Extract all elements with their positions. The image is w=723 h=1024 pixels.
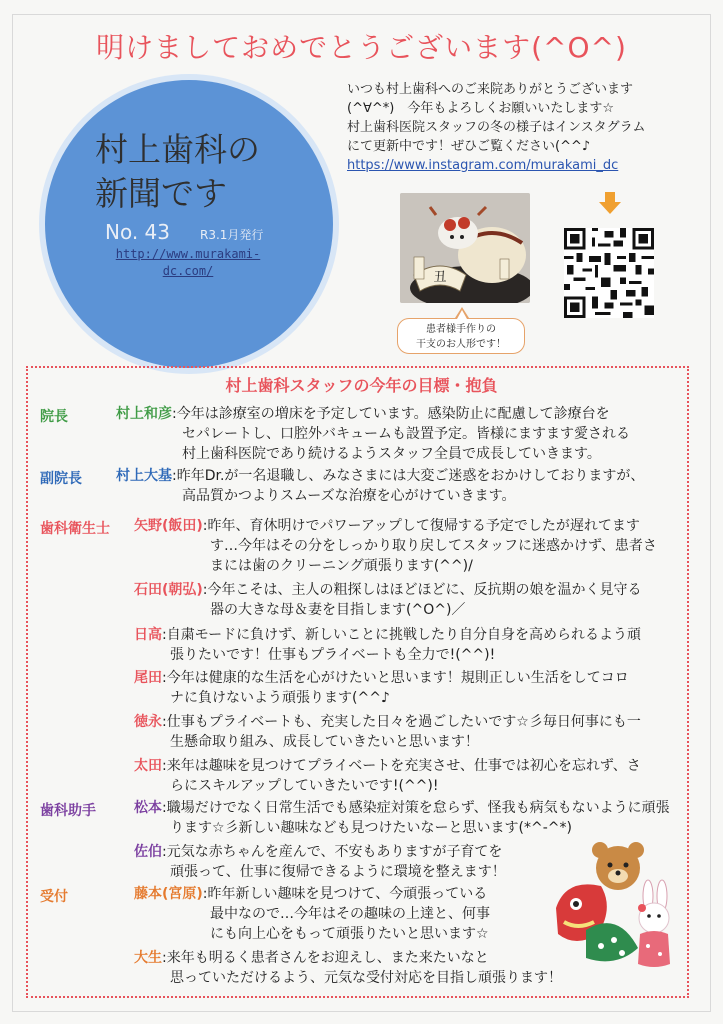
photo-caption-bubble [397,318,525,354]
staff-name: 石田(朝弘) [134,582,203,598]
intro-line: にて更新中です！ぜひご覧ください(^^♪ [347,139,591,154]
role-hygienist: 歯科衛生士 [40,521,110,537]
goal-text: す…今年はその分をしっかり取り戻してスタッフに迷惑かけず、患者さ [210,538,657,554]
staff-goal-entry: 尾田:今年は健康的な生活を心がけたいと思います！規則正しい生活をしてコロ ナに負けないよう頑張ります(^^♪ [134,670,629,706]
staff-goal-entry: 村上和彦:今年は診療室の増床を予定しています。感染防止に配慮して診療台を セパレートし、口腔外バキュームも設置予定。皆様にますます愛される 村上歯科医院であり続けるようスタッフ全員で成長していきます。 [116,406,630,462]
website-link[interactable] [113,246,263,280]
goal-text: 器の大きな母＆妻を目指します(^O^)／ [210,602,466,618]
staff-name: 矢野(飯田) [134,518,203,534]
badge-title-line1: 村上歯科の [95,130,260,169]
goal-text: 最中なので…今年はその趣味の上達と、何事 [210,906,490,922]
staff-name: 尾田 [134,670,162,686]
goal-text: 仕事もプライベートも、充実した日々を過ごしたいです☆彡毎日何事にも一 [166,714,641,730]
caption-line1: 患者様手作りの [426,324,496,335]
staff-goal-entry: 佐伯:元気な赤ちゃんを産んで、不安もありますが子育てを 頑張って、仕事に復帰できるように環境を整えます！ [134,844,506,880]
goal-text: 来年も明るく患者さんをお迎えし、また来たいなと [166,950,489,966]
staff-name: 日高 [134,627,162,643]
goal-text: 来年は趣味を見つけてプライベートを充実させ、仕事では初心を忘れず、さ [166,758,641,774]
bear-lion-dance-rabbit-illustration [546,838,686,978]
issue-number: No. 43 [105,220,171,244]
staff-name: 松本 [134,800,162,816]
caption-line2: 干支のお人形です！ [416,339,506,350]
intro-line: 村上歯科医院スタッフの冬の様子はインスタグラム [347,120,646,135]
website-url-line1[interactable]: http://www.murakami- [115,247,261,261]
caption-bubble-tail-inner [457,310,467,319]
badge-title [95,128,285,216]
ox-plaque-text: 丑 [433,270,447,285]
goal-text: 今年は健康的な生活を心がけたいと思います！規則正しい生活をしてコロ [166,670,629,686]
role-director: 院長 [40,409,68,425]
goal-text: にも向上心をもって頑張りたいと思います☆ [210,926,489,942]
staff-goal-entry: 大生:来年も明るく患者さんをお迎えし、また来たいなと 思っていただけるよう、元気な受付対応を目指し頑張ります！ [134,950,562,986]
instagram-link[interactable]: https://www.instagram.com/murakami_dc [347,158,619,173]
badge-title-line2: 新聞です [95,174,227,213]
arrow-down-icon [598,192,622,214]
goal-text: 張りたいです！仕事もプライベートも全力で!(^^)! [170,647,496,663]
goal-text: 今年は診療室の増床を予定しています。感染防止に配慮して診療台を [176,406,610,422]
goal-text: 生懸命取り組み、成長していきたいと思います！ [170,734,479,750]
staff-name: 村上大基 [116,468,172,484]
goal-text: 職場だけでなく日常生活でも感染症対策を怠らず、怪我も病気もないように頑張 [166,800,670,816]
role-vice-director: 副院長 [40,471,82,487]
goal-text: まには歯のクリーニング頑張ります(^^)/ [210,558,473,574]
staff-goal-entry: 日高:自粛モードに負けず、新しいことに挑戦したり自分自身を高められるよう頑 張りたいです！仕事もプライベートも全力で!(^^)! [134,627,642,663]
staff-goal-entry: 藤本(宮原):昨年新しい趣味を見つけて、今頑張っている 最中なので…今年はその趣味の上達と、何事 にも向上心をもって頑張りたいと思います☆ [134,886,490,942]
goal-text: 昨年、育休明けでパワーアップして復帰する予定でしたが遅れてます [207,518,640,534]
staff-goal-entry: 太田:来年は趣味を見つけてプライベートを充実させ、仕事では初心を忘れず、さ らにスキルアップしていきたいです!(^^)! [134,758,641,794]
qr-code-icon[interactable] [564,228,654,318]
newsletter-badge [45,80,333,368]
goal-text: らにスキルアップしていきたいです!(^^)! [170,778,439,794]
staff-goal-entry: 松本:職場だけでなく日常生活でも感染症対策を怠らず、怪我も病気もないように頑張 ります☆彡新しい趣味なども見つけたいなーと思います(*^-^*) [134,800,670,836]
staff-goal-entry: 徳永:仕事もプライベートも、充実した日々を過ごしたいです☆彡毎日何事にも一 生懸命取り組み、成長していきたいと思います！ [134,714,641,750]
intro-line: いつも村上歯科へのご来院ありがとうございます [347,82,634,97]
goal-text: 自粛モードに負けず、新しいことに挑戦したり自分自身を高められるよう頑 [166,627,642,643]
staff-goal-entry: 石田(朝弘):今年こそは、主人の粗探しはほどほどに、反抗期の娘を温かく見守る 器の大きな母＆妻を目指します(^O^)／ [134,582,642,618]
issue-date: R3.1月発行 [200,228,264,242]
ox-doll-photo [400,193,530,303]
intro-line: (^∀^*) 今年もよろしくお願いいたします☆ [347,101,614,116]
newsletter-greeting-title: 明けましておめでとうございます(^O^) [96,31,627,64]
goal-text: 頑張って、仕事に復帰できるように環境を整えます！ [170,864,506,880]
staff-name: 佐伯 [134,844,162,860]
role-reception: 受付 [40,889,68,905]
goal-text: 今年こそは、主人の粗探しはほどほどに、反抗期の娘を温かく見守る [207,582,642,598]
staff-goal-entry: 矢野(飯田):昨年、育休明けでパワーアップして復帰する予定でしたが遅れてます す…今年はその分をしっかり取り戻してスタッフに迷惑かけず、患者さ まには歯のクリーニング頑張ります(^^)/ [134,518,657,574]
staff-name: 藤本(宮原) [134,886,203,902]
website-url-line2[interactable]: dc.com/ [162,264,214,278]
role-assistant: 歯科助手 [40,803,96,819]
goal-text: 昨年Dr.が一名退職し、みなさまには大変ご迷惑をおかけしておりますが、 [176,468,645,484]
goals-section-title: 村上歯科スタッフの今年の目標・抱負 [225,376,498,395]
goal-text: 昨年新しい趣味を見つけて、今頑張っている [207,886,488,902]
goal-text: ナに負けないよう頑張ります(^^♪ [170,690,390,706]
staff-name: 村上和彦 [116,406,172,422]
goal-text: 高品質かつよりスムーズな治療を心がけていきます。 [182,488,516,504]
goal-text: ります☆彡新しい趣味なども見つけたいなーと思います(*^-^*) [170,820,572,836]
staff-name: 大生 [134,950,162,966]
intro-text [347,80,697,175]
goal-text: 元気な赤ちゃんを産んで、不安もありますが子育てを [166,844,503,860]
staff-name: 徳永 [134,714,162,730]
goal-text: 村上歯科医院であり続けるようスタッフ全員で成長していきます。 [182,446,601,462]
goal-text: セパレートし、口腔外バキュームも設置予定。皆様にますます愛される [182,426,630,442]
staff-goal-entry: 村上大基:昨年Dr.が一名退職し、みなさまには大変ご迷惑をおかけしておりますが、 高品質かつよりスムーズな治療を心がけていきます。 [116,468,645,504]
goal-text: 思っていただけるよう、元気な受付対応を目指し頑張ります！ [170,970,562,986]
staff-name: 太田 [134,758,162,774]
